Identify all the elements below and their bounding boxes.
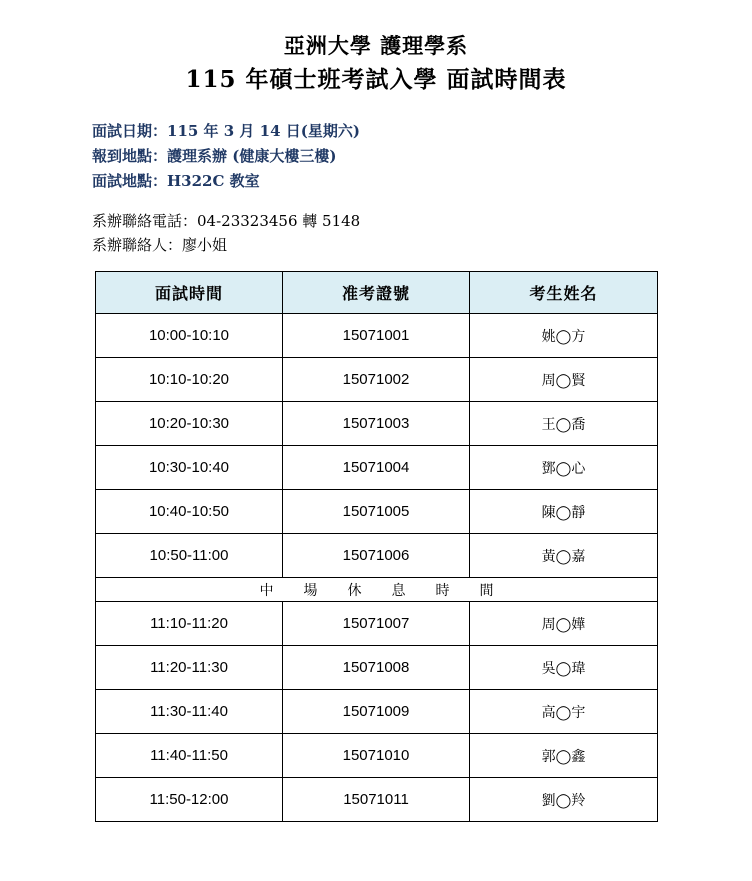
cell-time: 10:40-10:50 [96,490,283,534]
cell-name: 鄧◯心 [470,446,658,490]
cell-exam-id: 15071004 [283,446,470,490]
interview-schedule-table [95,271,658,822]
cell-time: 10:20-10:30 [96,402,283,446]
column-header-name: 考生姓名 [470,272,658,314]
cell-name: 劉◯羚 [470,778,658,822]
cell-time: 11:40-11:50 [96,734,283,778]
cell-time: 10:10-10:20 [96,358,283,402]
cell-exam-id: 15071006 [283,534,470,578]
column-header-exam-id: 准考證號 [283,272,470,314]
table-row [96,690,658,734]
cell-exam-id: 15071003 [283,402,470,446]
document-subtitle: 115 年碩士班考試入學 面試時間表 [185,66,567,93]
table-header-row [96,272,658,314]
cell-exam-id: 15071005 [283,490,470,534]
office-contact-person: 系辦聯絡人：廖小姐 [92,236,228,254]
cell-exam-id: 15071008 [283,646,470,690]
cell-name: 周◯嬅 [470,602,658,646]
cell-time: 11:10-11:20 [96,602,283,646]
cell-name: 周◯賢 [470,358,658,402]
checkin-location: 報到地點：護理系辦 (健康大樓三樓) [92,147,337,165]
column-header-time: 面試時間 [96,272,283,314]
cell-exam-id: 15071009 [283,690,470,734]
cell-name: 高◯宇 [470,690,658,734]
break-row [96,578,658,602]
table-row [96,734,658,778]
interview-location: 面試地點：H322C 教室 [92,172,260,190]
cell-time: 11:20-11:30 [96,646,283,690]
break-label: 中場休息時間 [96,578,658,602]
office-phone: 系辦聯絡電話：04-23323456 轉 5148 [92,212,361,230]
table-row [96,646,658,690]
cell-time: 10:00-10:10 [96,314,283,358]
cell-exam-id: 15071002 [283,358,470,402]
cell-exam-id: 15071010 [283,734,470,778]
cell-time: 11:30-11:40 [96,690,283,734]
cell-name: 姚◯方 [470,314,658,358]
cell-time: 10:30-10:40 [96,446,283,490]
table-row [96,534,658,578]
cell-exam-id: 15071007 [283,602,470,646]
table-row [96,446,658,490]
table-row [96,314,658,358]
table-row [96,402,658,446]
cell-name: 王◯喬 [470,402,658,446]
cell-time: 10:50-11:00 [96,534,283,578]
cell-time: 11:50-12:00 [96,778,283,822]
cell-exam-id: 15071011 [283,778,470,822]
table-row [96,490,658,534]
table-row [96,602,658,646]
table-row [96,778,658,822]
document-title: 亞洲大學 護理學系 [283,33,469,58]
cell-name: 郭◯鑫 [470,734,658,778]
table-row [96,358,658,402]
cell-name: 陳◯靜 [470,490,658,534]
cell-exam-id: 15071001 [283,314,470,358]
cell-name: 黃◯嘉 [470,534,658,578]
interview-date: 面試日期：115 年 3 月 14 日(星期六) [92,122,360,140]
cell-name: 吳◯瑋 [470,646,658,690]
